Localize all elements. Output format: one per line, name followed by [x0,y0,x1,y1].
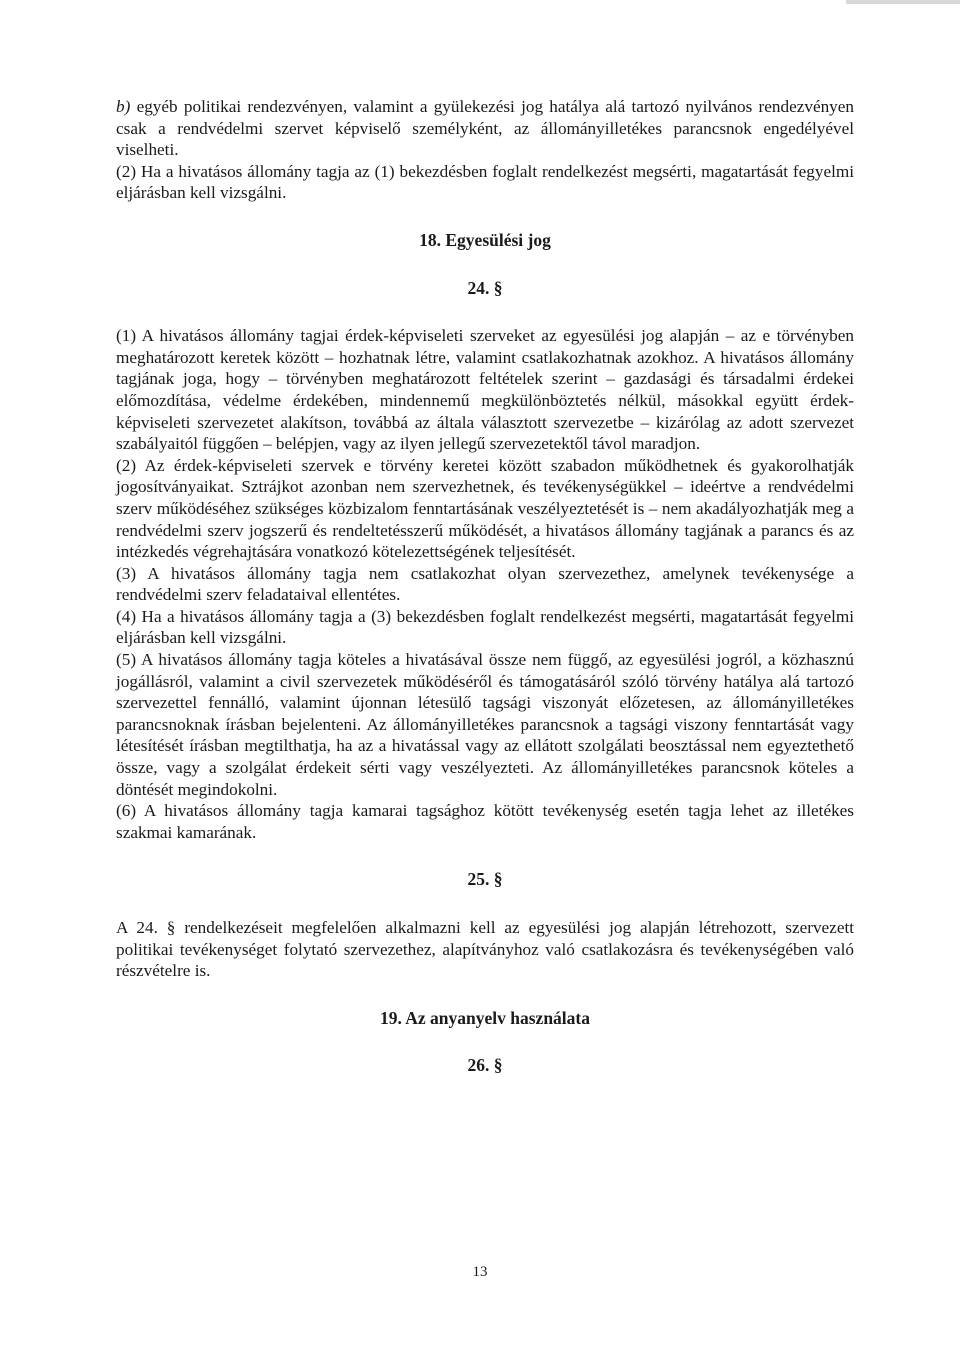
intro-paragraph-2: (2) Ha a hivatásos állomány tagja az (1) bekezdésben foglalt rendelkezést megsérti, magatartását fegyelmi eljárásban kell vizsgálni. [116,161,854,203]
spacer [116,1029,854,1055]
page-number: 13 [472,1264,488,1280]
section-24-number: 24. § [467,277,503,298]
section-24-paragraph-6: (6) A hivatásos állomány tagja kamarai tagsághoz kötött tevékenység esetén tagja lehet az illetékes szakmai kamarának. [116,801,854,842]
section-25-paragraph-1: A 24. § rendelkezéseit megfelelően alkalmazni kell az egyesülési jog alapján létrehozott, szervezett politikai tevékenységet folytató szervezethez, alapítványhoz való csatlakozásra és tevékenységében való részvételre is. [116,918,854,981]
section-24-paragraph-4: (4) Ha a hivatásos állomány tagja a (3) bekezdésben foglalt rendelkezést megsérti, magatartását fegyelmi eljárásban kell vizsgálni. [116,606,854,648]
spacer [116,252,854,278]
section-25-number: 25. § [467,869,503,890]
spacer [116,843,854,869]
section-26-number: 26. § [467,1055,503,1076]
section-24-paragraph-3: (3) A hivatásos állomány tagja nem csatlakozhat olyan szervezethez, amelynek tevékenysége a rendvédelmi szerv feladataival ellentétes. [116,563,854,605]
intro-b-text: egyéb politikai rendezvényen, valamint a gyülekezési jog hatálya alá tartozó nyilvános rendezvényen csak a rendvédelmi szervet képviselő személyként, az állományilletékes parancsnok engedélyével viselheti. [116,97,854,160]
section-24-paragraph-5: (5) A hivatásos állomány tagja köteles a hivatásával össze nem függő, az egyesülési jogról, a közhasznú jogállásról, valamint a civil szervezetek működéséről és támogatásáról szóló törvény hatálya alá tartozó szervezettel fennálló, valamint újonnan létesülő tagsági viszonyát előzetesen, az állományilletékes parancsnoknak írásban bejelenteni. Az állományilletékes parancsnok a tagsági viszony fenntartását vagy létesítését írásban megtilthatja, ha az a hivatással vagy az ellátott szolgálati beosztással nem egyeztethető össze, vagy a szolgálat érdekeit sérti vagy veszélyezteti. Az állományilletékes parancsnok köteles a döntését megindokolni. [116,650,854,799]
document-page [116,96,854,1077]
spacer [116,891,854,917]
spacer [116,299,854,325]
spacer [116,204,854,230]
chapter-18-heading: 18. Egyesülési jog [419,229,551,250]
scan-edge-artifact [846,0,960,4]
list-marker-b: b) [116,97,131,116]
chapter-19-heading: 19. Az anyanyelv használata [379,1007,591,1028]
section-24-paragraph-2: (2) Az érdek-képviseleti szervek e törvény keretei között szabadon működhetnek és gyakorolhatják jogosítványaikat. Sztrájkot azonban nem szervezhetnek, és tevékenységükkel – ideértve a rendvédelmi szerv működéséhez szükséges közbizalom fenntartásának veszélyeztetését is – nem akadályozhatják meg a rendvédelmi szerv jogszerű és rendeltetésszerű működését, a hivatásos állomány tagjának a parancs és az intézkedés végrehajtására vonatkozó kötelezettségének teljesítését. [116,455,854,562]
spacer [116,982,854,1008]
intro-paragraph-b [116,96,854,161]
section-24-paragraph-1: (1) A hivatásos állomány tagjai érdek-képviseleti szerveket az egyesülési jog alapján – az e törvényben meghatározott keretek között – hozhatnak létre, valamint csatlakozhatnak azokhoz. A hivatásos állomány tagjának joga, hogy – törvényben meghatározott feltételek szerint – gazdasági és társadalmi érdekei előmozdítása, védelme érdekében, mindennemű megkülönböztetés nélkül, másokkal együtt érdek-képviseleti szervezetet alakítson, továbbá az általa választott szervezetbe – kizárólag az adott szervezet szabályaitól függően – belépjen, vagy az ilyen jellegű szervezetektől távol maradjon. [116,326,854,454]
